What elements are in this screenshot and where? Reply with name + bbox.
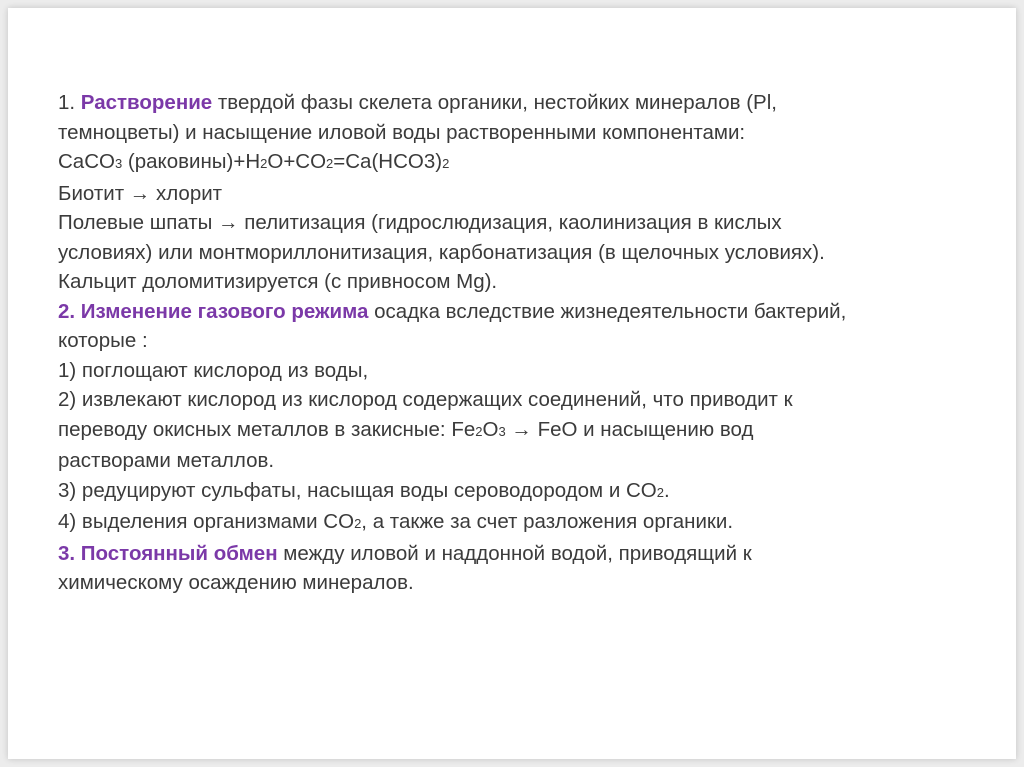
- text-run: твердой фазы скелета органики, нестойких минералов (Pl,: [212, 91, 777, 114]
- text-line: 2) извлекают кислород из кислород содержащих соединений, что приводит к: [58, 388, 793, 411]
- text-run: между иловой и наддонной водой, приводящий к: [277, 541, 752, 565]
- text-line: [58, 507, 988, 539]
- text-run: Биотит: [58, 181, 130, 205]
- text-run: пелитизация (гидрослюдизация, каолинизация в кислых: [238, 211, 782, 234]
- arrow-right-icon: →: [129, 181, 151, 205]
- subscript: 2: [326, 156, 334, 171]
- text-line: [58, 297, 988, 327]
- slide: [8, 8, 1016, 759]
- text-line: [58, 415, 988, 447]
- text-line: [58, 88, 988, 118]
- text-line: [58, 476, 988, 508]
- chemical-equation: [58, 147, 988, 179]
- arrow-right-icon: →: [511, 417, 532, 441]
- text-run: CaCO: [58, 150, 115, 173]
- text-run: 4) выделения организмами CO: [58, 510, 355, 533]
- text-run: FeO и насыщению вод: [531, 417, 754, 441]
- text-line: темноцветы) и насыщение иловой воды растворенными компонентами:: [58, 120, 746, 144]
- text-run: переводу окисных металлов в закисные: Fe: [58, 417, 476, 441]
- subscript: 3: [114, 156, 123, 171]
- text-run: Полевые шпаты: [58, 211, 219, 234]
- arrow-right-icon: →: [218, 211, 239, 234]
- text-run: O: [482, 417, 499, 441]
- subscript: 2: [354, 516, 362, 531]
- list-number: 1.: [58, 91, 81, 114]
- slide-body-text: [58, 88, 988, 598]
- text-run: осадка вследствие жизнедеятельности бактерий,: [368, 299, 847, 323]
- subscript: 3: [498, 423, 506, 439]
- subscript: 2: [260, 156, 268, 171]
- text-run: =Ca(HCO3): [333, 150, 443, 173]
- text-run: O+CO: [267, 150, 327, 173]
- text-line: 1) поглощают кислород из воды,: [58, 358, 369, 382]
- subscript: 2: [656, 484, 664, 500]
- subscript: 2: [475, 423, 483, 439]
- text-run: хлорит: [150, 181, 223, 205]
- text-line: [58, 539, 988, 569]
- highlight-heading: 2. Изменение газового режима: [58, 299, 369, 323]
- highlight-heading: 3. Постоянный обмен: [58, 541, 278, 565]
- highlight-heading: Растворение: [80, 91, 213, 114]
- subscript: 2: [442, 156, 450, 171]
- text-run: , а также за счет разложения органики.: [361, 510, 734, 533]
- text-line: [58, 208, 988, 238]
- text-line: условиях) или монтмориллонитизация, карбонатизация (в щелочных условиях).: [58, 240, 825, 264]
- text-line: растворами металлов.: [58, 449, 275, 472]
- text-line: химическому осаждению минералов.: [58, 571, 414, 594]
- text-run: .: [663, 478, 670, 502]
- text-run: (раковины)+H: [122, 150, 261, 173]
- text-line: Кальцит доломитизируется (с привносом Mg).: [58, 270, 498, 293]
- text-line: [58, 179, 988, 209]
- text-line: которые :: [58, 329, 148, 352]
- text-run: 3) редуцируют сульфаты, насыщая воды сероводородом и CO: [58, 478, 657, 502]
